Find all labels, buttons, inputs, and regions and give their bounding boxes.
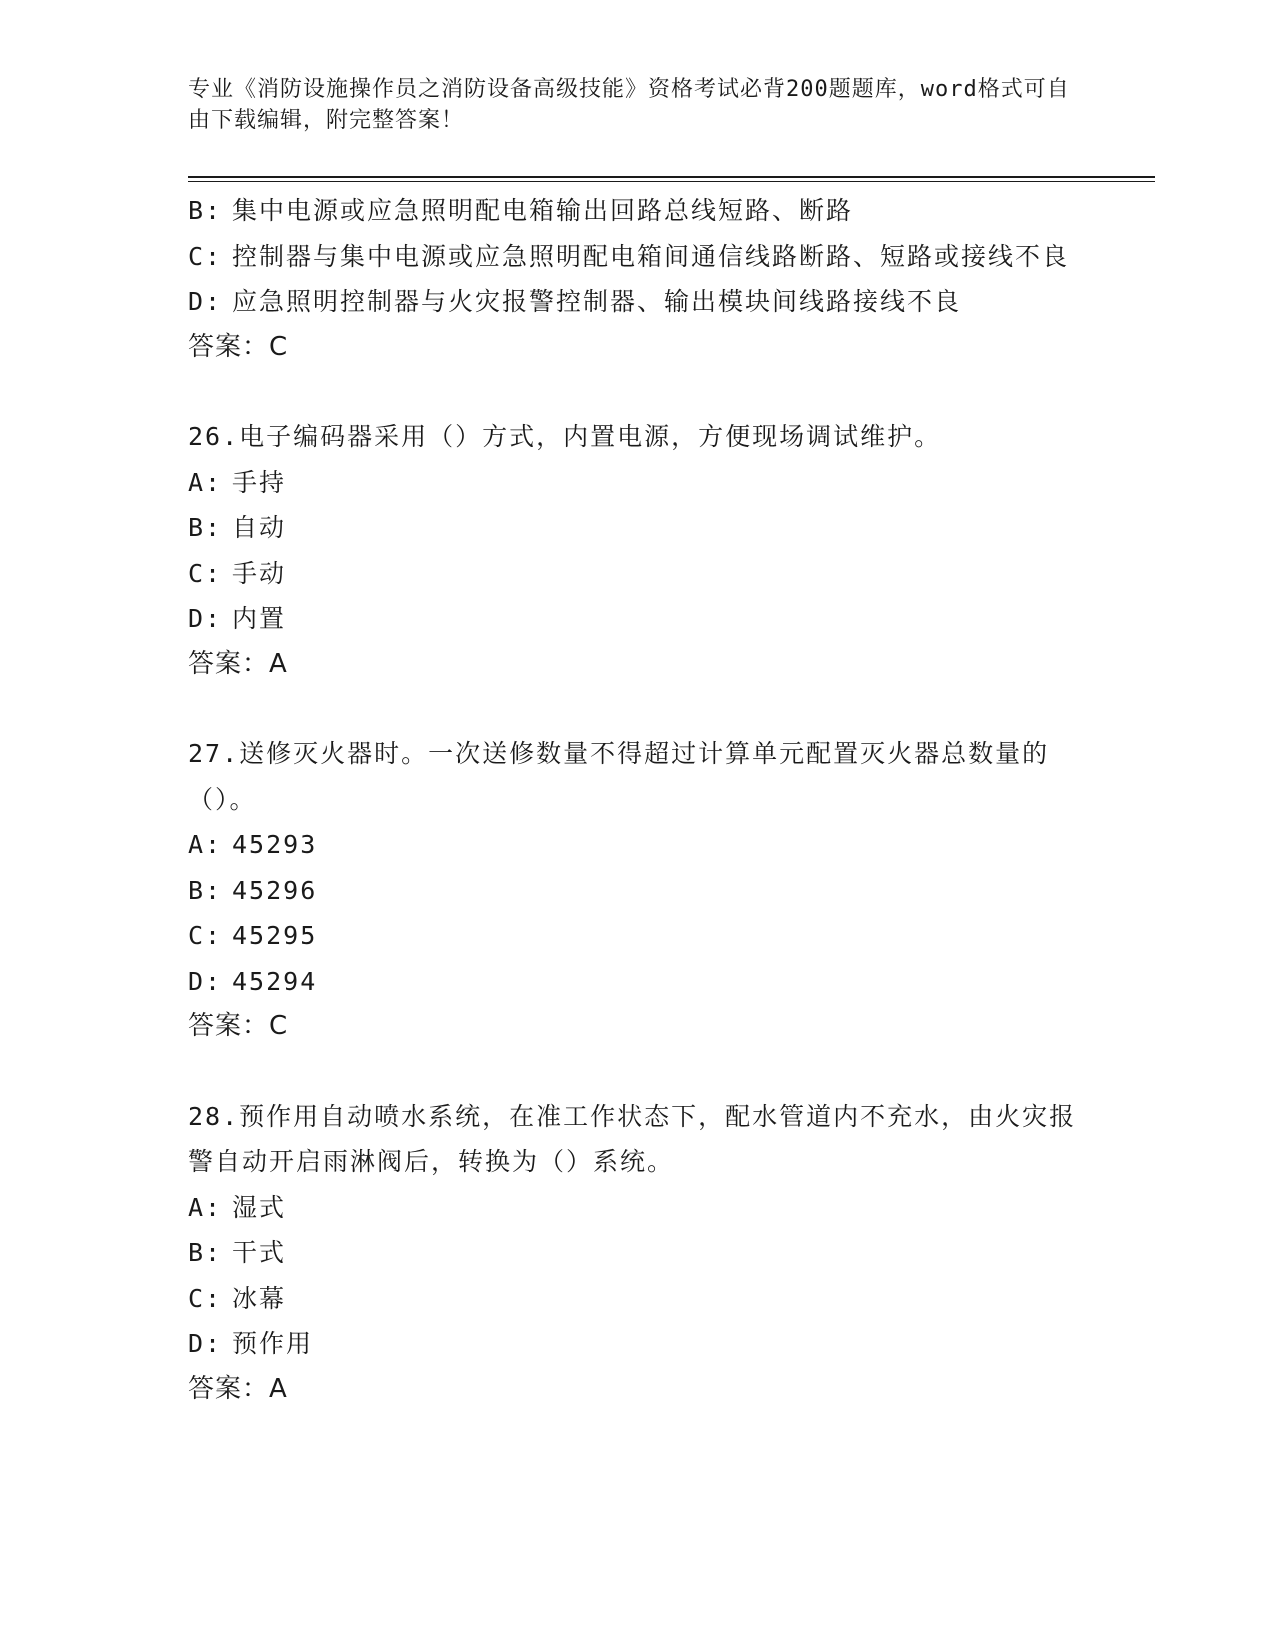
option-a <box>188 460 1088 506</box>
option-label: A: <box>188 1192 223 1222</box>
option-text: 45295 <box>232 921 318 950</box>
option-c <box>188 551 1088 597</box>
option-label: D: <box>188 287 223 316</box>
header-divider <box>188 176 1155 182</box>
option-label: A: <box>188 830 223 859</box>
option-label: B: <box>188 196 223 225</box>
option-label: B: <box>188 513 223 542</box>
option-c <box>188 913 1088 959</box>
option-text: 冰幕 <box>232 1283 287 1313</box>
option-label: D: <box>188 1329 223 1358</box>
option-b <box>188 868 1088 914</box>
document-header: 专业《消防设施操作员之消防设备高级技能》资格考试必背200题题库，word格式可自由下载编辑，附完整答案！ <box>188 77 1070 133</box>
option-text: 控制器与集中电源或应急照明配电箱间通信线路断路、短路或接线不良 <box>232 241 1070 271</box>
question-stem: 27.送修灭火器时。一次送修数量不得超过计算单元配置灭火器总数量的（）。 <box>188 739 1050 814</box>
option-a <box>188 1185 1088 1231</box>
answer: 答案：A <box>188 648 288 679</box>
option-text: 自动 <box>232 513 287 542</box>
option-text: 45294 <box>232 966 318 996</box>
option-label: A: <box>188 467 223 497</box>
option-d <box>188 596 1088 642</box>
option-label: B: <box>188 1238 223 1267</box>
question-stem: 26.电子编码器采用（）方式，内置电源，方便现场调试维护。 <box>188 422 942 451</box>
answer: 答案：A <box>188 1373 288 1404</box>
option-text: 45293 <box>232 830 318 859</box>
option-label: B: <box>188 875 223 905</box>
option-label: C: <box>188 241 223 271</box>
option-b <box>188 188 1088 234</box>
option-label: C: <box>188 921 223 950</box>
question-25-continuation <box>188 188 1088 370</box>
option-text: 手动 <box>232 558 287 588</box>
option-c <box>188 1276 1088 1322</box>
option-label: D: <box>188 604 223 633</box>
option-a <box>188 822 1088 868</box>
option-text: 45296 <box>232 875 318 905</box>
option-text: 干式 <box>232 1238 287 1267</box>
option-c <box>188 234 1088 280</box>
question-26 <box>188 414 1088 687</box>
question-27 <box>188 731 1088 1050</box>
question-stem: 28.预作用自动喷水系统，在准工作状态下，配水管道内不充水，由火灾报警自动开启雨淋阀后，转换为（）系统。 <box>188 1101 1077 1176</box>
option-text: 集中电源或应急照明配电箱输出回路总线短路、断路 <box>232 196 854 225</box>
option-b <box>188 505 1088 551</box>
option-text: 内置 <box>232 604 287 633</box>
answer: 答案：C <box>188 1011 289 1041</box>
document-body <box>188 188 1088 1412</box>
option-d <box>188 1321 1088 1367</box>
option-d <box>188 959 1088 1005</box>
option-text: 手持 <box>232 467 287 497</box>
option-text: 湿式 <box>232 1192 287 1222</box>
option-text: 应急照明控制器与火灾报警控制器、输出模块间线路接线不良 <box>232 287 962 316</box>
option-label: C: <box>188 558 223 588</box>
option-d <box>188 279 1088 325</box>
answer: 答案：C <box>188 331 289 362</box>
option-text: 预作用 <box>232 1329 314 1358</box>
option-label: D: <box>188 966 223 996</box>
question-28 <box>188 1094 1088 1413</box>
option-label: C: <box>188 1283 223 1313</box>
option-b <box>188 1230 1088 1276</box>
